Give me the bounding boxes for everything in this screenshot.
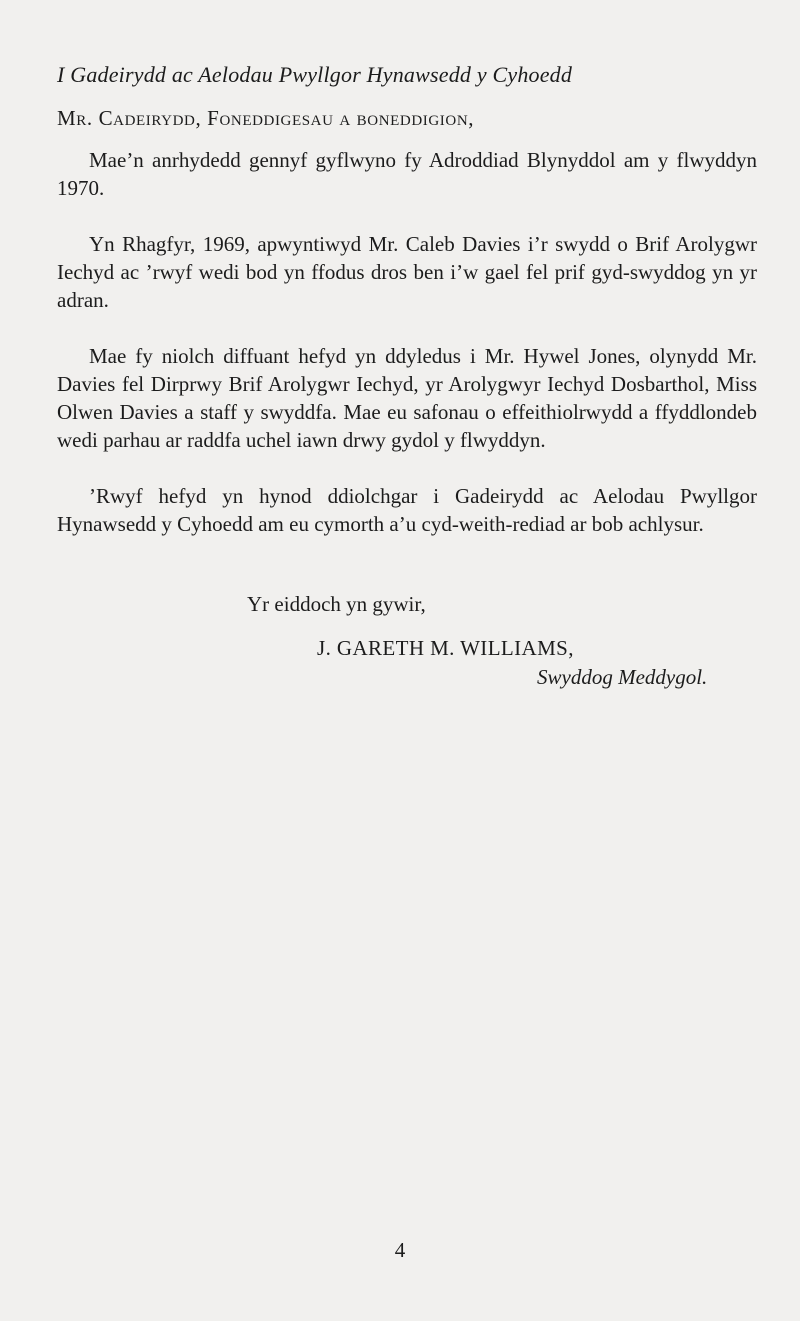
- signatory-title: Swyddog Meddygol.: [537, 665, 708, 689]
- paragraph-2: Yn Rhagfyr, 1969, apwyntiwyd Mr. Caleb Davies i’r swydd o Brif Arolygwr Iechyd ac ’rwyf wedi bod yn ffodus dros ben i’w gael fel prif gyd-swyddog yn yr adran.: [57, 232, 757, 312]
- signatory-name: J. GARETH M. WILLIAMS,: [317, 636, 574, 660]
- salutation: Mr. Cadeirydd, Foneddigesau a boneddigion,: [57, 106, 475, 130]
- closing-line: Yr eiddoch yn gywir,: [247, 592, 426, 616]
- letter-page: [57, 60, 757, 689]
- running-title: I Gadeirydd ac Aelodau Pwyllgor Hynawsedd y Cyhoedd: [57, 62, 573, 87]
- page-number: 4: [394, 1238, 406, 1262]
- paragraph-4: ’Rwyf hefyd yn hynod ddiolchgar i Gadeirydd ac Aelodau Pwyllgor Hynawsedd y Cyhoedd am eu cymorth a’u cyd-weith-rediad ar bob achlysur.: [57, 484, 757, 536]
- paragraph-1: Mae’n anrhydedd gennyf gyflwyno fy Adroddiad Blynyddol am y flwyddyn 1970.: [57, 148, 757, 200]
- paragraph-3: Mae fy niolch diffuant hefyd yn ddyledus i Mr. Hywel Jones, olynydd Mr. Davies fel Dirprwy Brif Arolygwr Iechyd, yr Arolygwyr Iechyd Dosbarthol, Miss Olwen Davies a staff y swyddfa. Mae eu safonau o effeithiolrwydd a ffyddlondeb wedi parhau ar raddfa uchel iawn drwy gydol y flwyddyn.: [57, 344, 757, 452]
